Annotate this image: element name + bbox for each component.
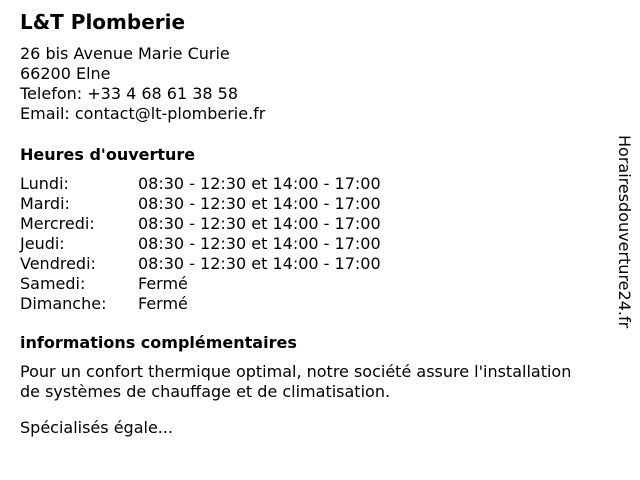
email-line: Email: contact@lt-plomberie.fr xyxy=(20,104,266,123)
info-description: Pour un confort thermique optimal, notre société assure l'installation de systèmes de chauffage et de climatisation. xyxy=(20,362,572,401)
hours-day: Jeudi: xyxy=(20,234,65,253)
info-heading: informations complémentaires xyxy=(20,333,297,352)
hours-table xyxy=(20,174,381,314)
hours-row xyxy=(20,214,381,234)
hours-heading: Heures d'ouverture xyxy=(20,145,196,164)
hours-time: Fermé xyxy=(138,294,188,313)
hours-time: 08:30 - 12:30 et 14:00 - 17:00 xyxy=(138,194,381,213)
hours-time: 08:30 - 12:30 et 14:00 - 17:00 xyxy=(138,174,381,193)
business-card xyxy=(20,8,590,438)
hours-day: Lundi: xyxy=(20,174,69,193)
hours-row xyxy=(20,254,381,274)
hours-row xyxy=(20,234,381,254)
info-more-text: Spécialisés égale... xyxy=(20,418,174,437)
site-watermark: Horairesdouverture24.fr xyxy=(615,135,634,329)
address-block xyxy=(20,44,590,124)
hours-row xyxy=(20,194,381,214)
hours-day: Dimanche: xyxy=(20,294,107,313)
address-city: 66200 Elne xyxy=(20,64,111,83)
business-name: L&T Plomberie xyxy=(20,10,186,34)
hours-day: Vendredi: xyxy=(20,254,96,273)
hours-day: Samedi: xyxy=(20,274,86,293)
hours-time: Fermé xyxy=(138,274,188,293)
hours-time: 08:30 - 12:30 et 14:00 - 17:00 xyxy=(138,234,381,253)
hours-day: Mercredi: xyxy=(20,214,95,233)
hours-time: 08:30 - 12:30 et 14:00 - 17:00 xyxy=(138,214,381,233)
hours-row xyxy=(20,174,381,194)
address-street: 26 bis Avenue Marie Curie xyxy=(20,44,230,63)
phone-line: Telefon: +33 4 68 61 38 58 xyxy=(20,84,239,103)
hours-row xyxy=(20,274,381,294)
hours-time: 08:30 - 12:30 et 14:00 - 17:00 xyxy=(138,254,381,273)
hours-row xyxy=(20,294,381,314)
hours-day: Mardi: xyxy=(20,194,70,213)
